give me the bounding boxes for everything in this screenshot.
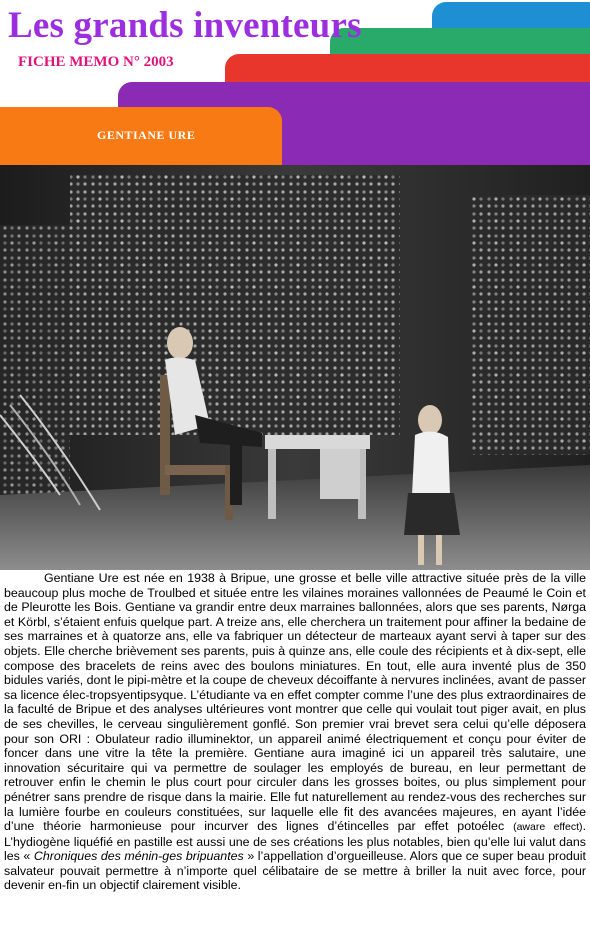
inventor-name: GENTIANE URE [97, 128, 196, 142]
paragraph-part: » l’appellation d’orgueilleuse. Alors que ce super beau produit salvateur pouvait permettre à n’importe quel célibataire de se mettre à briller la nuit avec force, pour devenir en-fin un objectif clairement visible. [4, 849, 586, 893]
historic-computer-photo [0, 165, 590, 570]
chronicle-title: Chroniques des ménin-ges bripuantes [33, 849, 244, 864]
header-banner [0, 0, 590, 165]
page-title: Les grands inventeurs [8, 5, 362, 46]
biography-text [4, 571, 586, 893]
paragraph-part: . L’hydiogène liquéfié en pastille est aussi une de ses créations les plus notables, bien qu’elle lui valut dans les « [4, 819, 587, 864]
aside-text: (aware effect) [513, 821, 583, 834]
paragraph-part: Gentiane Ure est née en 1938 à Bripue, une grosse et belle ville attractive située près de la ville beaucoup plus moche de Troulbed et située entre les vilaines moraines vallonnées de Peaumé le Coin et de Pleurotte les Bois. Gentiane va grandir entre deux marraines ballonnées, alors que ses parents, Nørga et Körbl, s’étaient enfuis quelque part. A treize ans, elle cherchera un traitement pour affiner la bedaine de ses marraines et à quatorze ans, elle va fabriquer un détecteur de marteaux ayant servi à taper sur des objets. Elle cherche brièvement ses parents, puis à quinze ans, elle coule des récipients et à dix-sept, elle compose des bracelets de reins avec des boulons miniatures. En tout, elle aura inventé plus de 350 bidules variés, dont le pipi-mètre et la coupe de cheveux décoiffante à nervures inclinées, avant de passer sa licence élec-tropsyentipsyque. L’étudiante va en effet compter comme l’une des plus extraordinaires de la faculté de Bripue et des analyses ultérieures vont montrer que celle qui voulait tout piger avait, en plus de ses chevilles, le cerveau singulièrement gonflé. Son premier vrai brevet sera celui qu’elle déposera pour son ORI : Obulateur radio illuminektor, un appareil animé électriquement et conçu pour éviter de foncer dans une vitre la tête la première. Gentiane aura imaginé ici un appareil très salutaire, une innovation sécuritaire qui va permettre de soulager les employés de bureau, en leur permettant de retrouver enfin le chemin le plus court pour circuler dans les grosses boites, ou plus simplement pour pénétrer sans prendre de risque dans la mairie. Elle fut naturellement au rendez-vous des recherches sur la lumière fourbe en couleurs constituées, sur laquelle elle fit des avancées majeures, en ayant l’idée d’une théorie harmonieuse pour incurver des lignes d’étincelles par effet potoélec [4, 571, 586, 834]
memo-subtitle: FICHE MEMO N° 2003 [18, 54, 174, 70]
